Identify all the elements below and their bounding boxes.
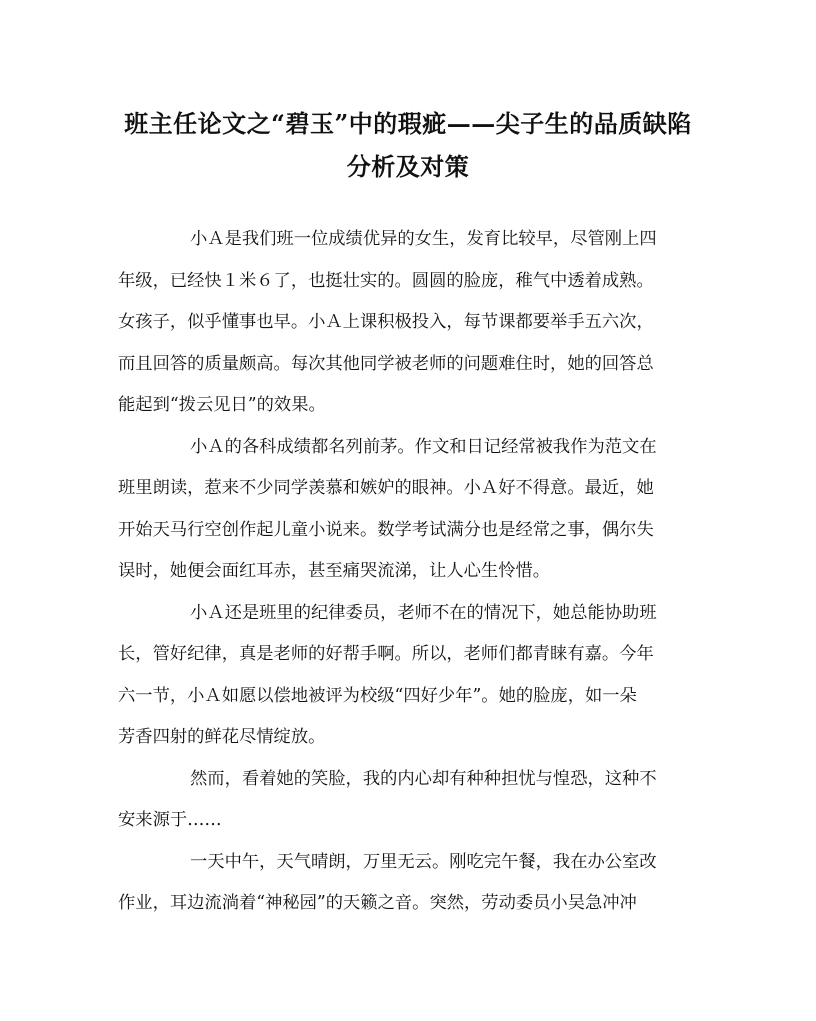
paragraph-5 [118,842,698,925]
paragraph-4 [118,759,698,842]
paragraph-line: 小Ａ还是班里的纪律委员，老师不在的情况下，她总能协助班 [190,602,657,623]
paragraph-line: 六一节，小Ａ如愿以偿地被评为校级“四好少年”。她的脸庞，如一朵 [118,685,637,706]
paragraph-line: 能起到“拨云见日”的效果。 [118,395,326,415]
title-line-2: 分析及对策 [346,152,470,181]
paragraph-line: 小Ａ是我们班一位成绩优异的女生，发育比较早，尽管刚上四 [190,229,657,249]
paragraph-1 [118,219,698,427]
paragraph-line: 一天中午，天气晴朗，万里无云。刚吃完午餐，我在办公室改 [190,851,657,872]
paragraph-line: 小Ａ的各科成绩都名列前茅。作文和日记经常被我作为范文在 [190,436,657,457]
paragraph-line: 误时，她便会面红耳赤，甚至痛哭流涕，让人心生怜惜。 [118,561,551,581]
document-title [110,102,706,188]
paragraph-line: 女孩子，似乎懂事也早。小Ａ上课积极投入，每节课都要举手五六次， [118,312,654,332]
paragraph-line: 年级，已经快１米６了，也挺壮实的。圆圆的脸庞，稚气中透着成熟。 [118,270,654,291]
paragraph-line: 安来源于…… [118,810,222,830]
title-line-1: 班主任论文之“碧玉”中的瑕疵——尖子生的品质缺陷 [124,109,692,138]
document-body [118,219,698,925]
paragraph-line: 芳香四射的鲜花尽情绽放。 [118,727,326,747]
paragraph-2 [118,427,698,593]
paragraph-line: 作业，耳边流淌着“神秘园”的天籁之音。突然，劳动委员小吴急冲冲 [118,893,637,913]
paragraph-line: 而且回答的质量颇高。每次其他同学被老师的问题难住时，她的回答总 [118,353,654,374]
paragraph-line: 长，管好纪律，真是老师的好帮手啊。所以，老师们都青睐有嘉。今年 [118,644,654,664]
paragraph-line: 开始天马行空创作起儿童小说来。数学考试满分也是经常之事，偶尔失 [118,519,654,540]
paragraph-line: 然而，看着她的笑脸，我的内心却有种种担忧与惶恐，这种不 [190,768,657,789]
paragraph-line: 班里朗读，惹来不少同学羡慕和嫉妒的眼神。小Ａ好不得意。最近，她 [118,478,654,498]
paragraph-3 [118,593,698,759]
